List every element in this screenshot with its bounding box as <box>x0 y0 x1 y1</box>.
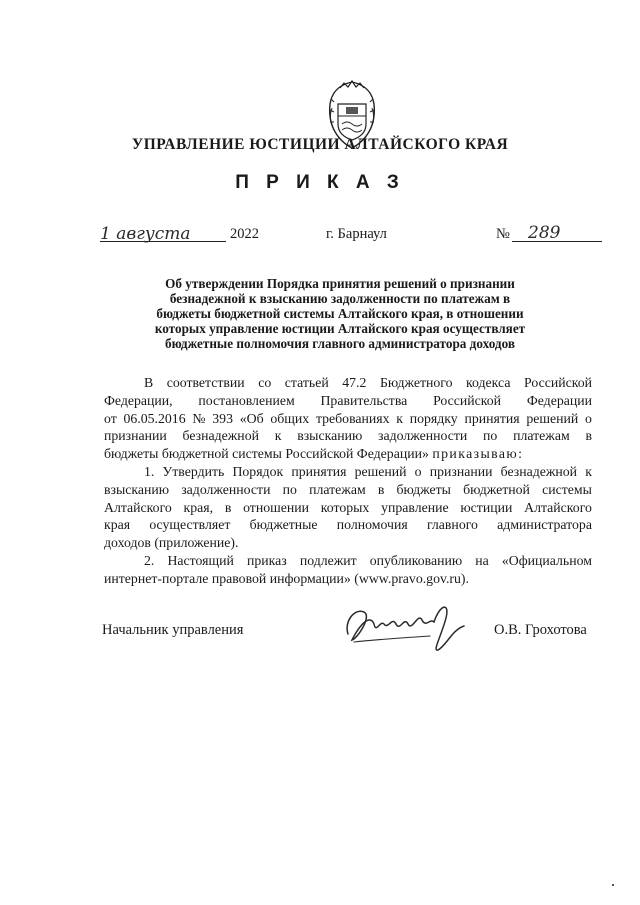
body-line: 1. Утвердить Порядок принятия решений о признании безнадежной к <box>144 463 592 479</box>
heading-line: которых управление юстиции Алтайского края осуществляет <box>154 321 526 336</box>
order-body <box>104 374 592 588</box>
handwritten-date: 1 августа <box>100 224 191 244</box>
city: г. Барнаул <box>326 226 387 242</box>
heading-line: бюджетные полномочия главного администратора доходов <box>165 336 515 351</box>
signature-icon <box>340 594 470 654</box>
date-year: 2022 <box>230 226 259 242</box>
handwritten-number: 289 <box>528 223 561 243</box>
heading-line: Об утверждении Порядка принятия решений о признании <box>165 276 515 291</box>
body-line: В соответствии со статьей 47.2 Бюджетного кодекса Российской <box>144 375 592 390</box>
body-line: Алтайского края, в отношении которых управление юстиции Алтайского <box>104 499 592 515</box>
command-word: приказываю: <box>432 446 524 462</box>
body-line: от 06.05.2016 № 393 «Об общих требованиях к порядку принятия решений о <box>104 410 592 426</box>
signatory-title: Начальник управления <box>102 622 244 638</box>
body-line <box>104 445 592 463</box>
date-underline <box>100 241 226 242</box>
scan-artifact <box>612 884 614 886</box>
body-line: взысканию задолженности по платежам в бюджеты бюджетной системы <box>104 481 592 497</box>
body-line: края осуществляет бюджетные полномочия главного администратора <box>104 517 592 533</box>
order-heading <box>120 276 560 351</box>
body-line: признании безнадежной к взысканию задолженности по платежам в <box>104 428 592 444</box>
number-sign: № <box>496 226 510 242</box>
body-line: 2. Настоящий приказ подлежит опубликованию на «Официальном <box>144 552 592 568</box>
body-text: бюджеты бюджетной системы Российской Федерации» <box>104 446 429 462</box>
heading-line: безнадежной к взысканию задолженности по платежам в <box>169 291 511 306</box>
number-underline <box>512 241 602 242</box>
signatory-name: О.В. Грохотова <box>494 622 587 638</box>
agency-name: УПРАВЛЕНИЕ ЮСТИЦИИ АЛТАЙСКОГО КРАЯ <box>131 136 509 153</box>
heading-line: бюджеты бюджетной системы Алтайского края, в отношении <box>156 306 524 321</box>
document-type: П Р И К А З <box>235 172 405 193</box>
body-line: доходов (приложение). <box>104 535 239 551</box>
body-line: интернет-портале правовой информации» (www.pravo.gov.ru). <box>104 570 469 586</box>
body-line: Федерации, постановлением Правительства Российской Федерации <box>104 392 592 408</box>
